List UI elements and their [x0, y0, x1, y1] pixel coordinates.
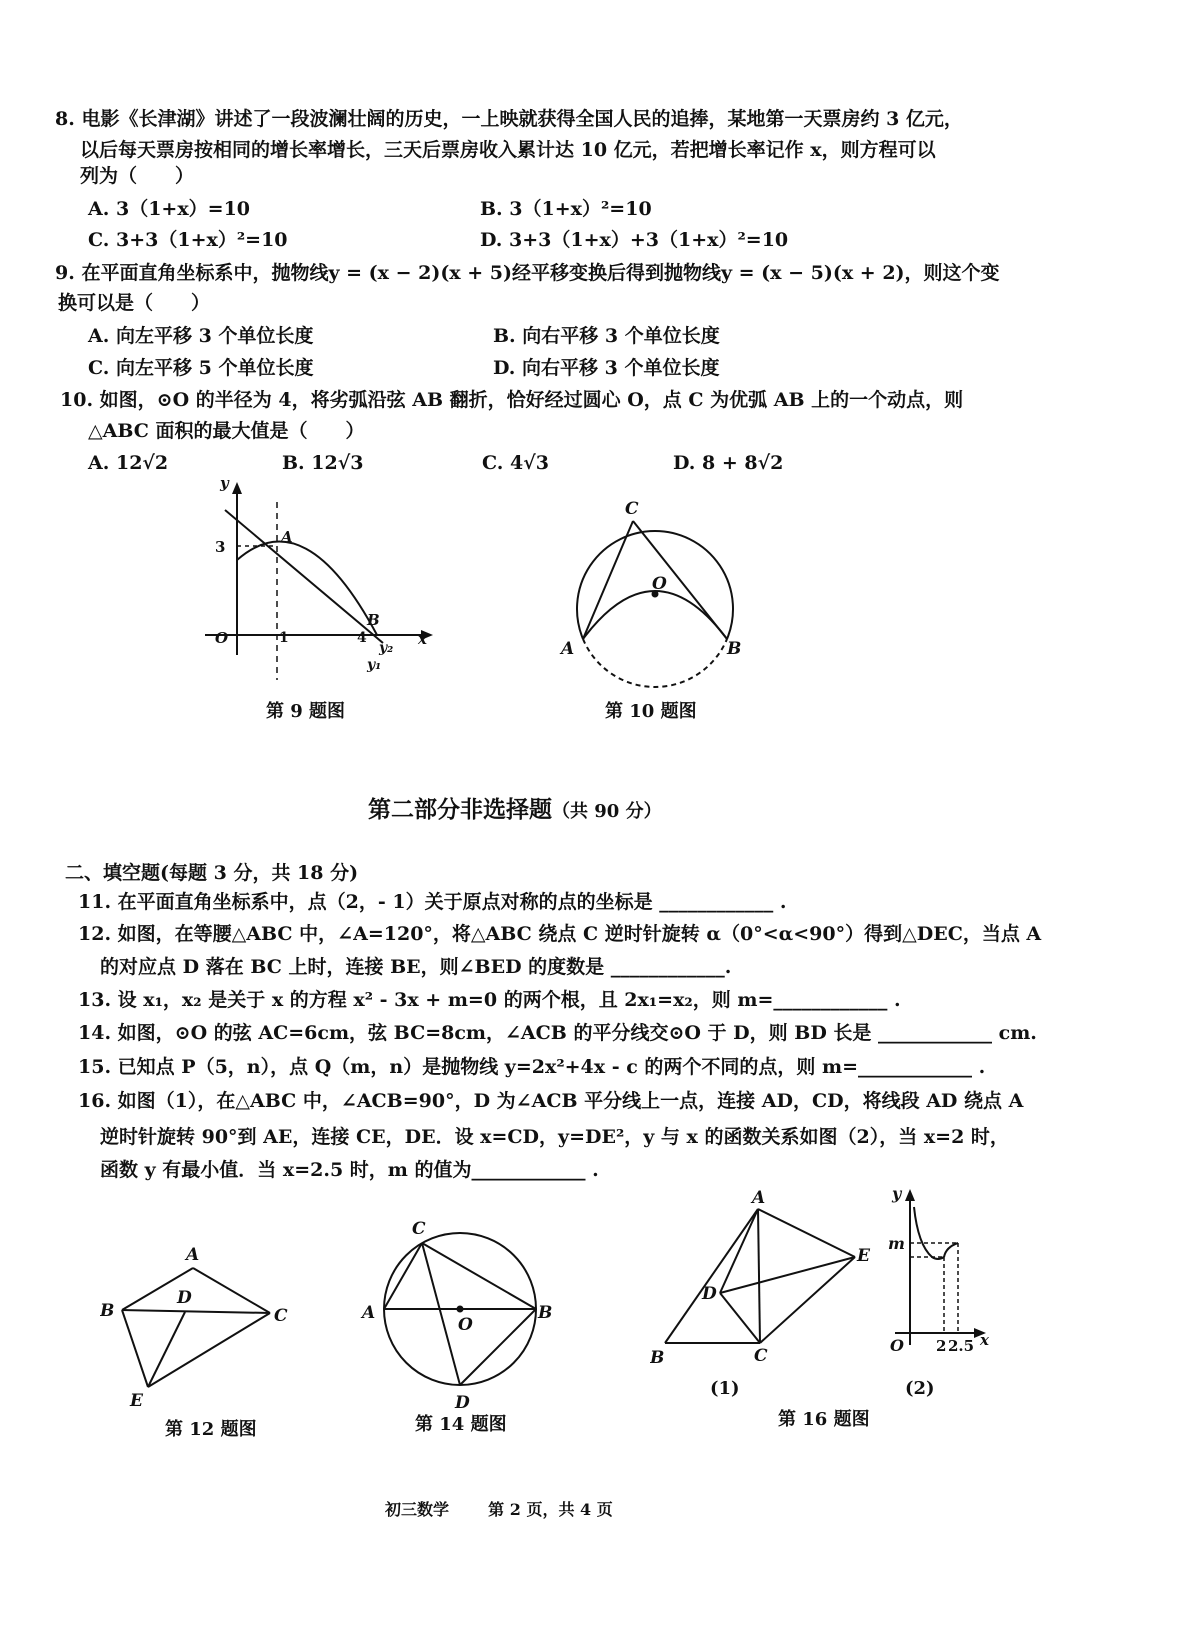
fig9-caption: 第 9 题图 — [266, 701, 346, 722]
q10-option-c: C. 4√3 — [482, 452, 549, 474]
fig14-center — [458, 1307, 463, 1312]
fig12-caption: 第 12 题图 — [165, 1419, 257, 1440]
fig16-sub1: (1) — [710, 1378, 740, 1399]
q11-text: 11. 在平面直角坐标系中，点（2，- 1）关于原点对称的点的坐标是 ____________ . — [78, 891, 787, 913]
fig10-side-cb — [633, 521, 727, 639]
fig12-side-ac — [193, 1268, 270, 1313]
fig16-label-d: D — [702, 1284, 717, 1304]
fig10-caption: 第 10 题图 — [605, 701, 697, 722]
q8-option-d: D. 3+3（1+x）+3（1+x）²=10 — [480, 229, 789, 251]
footer — [385, 1497, 613, 1520]
part2-title — [368, 791, 662, 824]
q16-line2: 逆时针旋转 90°到 AE，连接 CE，DE．设 x=CD，y=DE²，y 与 x 的函数关系如图（2），当 x=2 时， — [100, 1126, 1009, 1148]
fig9-label-y2: y₂ — [379, 640, 394, 656]
fig16-2-label-25: 2.5 — [948, 1337, 975, 1355]
q16-line1: 16. 如图（1），在△ABC 中，∠ACB=90°，D 为∠ACB 平分线上一点，连接 AD，CD，将线段 AD 绕点 A — [78, 1090, 1024, 1112]
q10-line2: △ABC 面积的最大值是（ ） — [88, 420, 365, 442]
fig16-label-b: B — [650, 1348, 665, 1365]
fig16-2-label-m: m — [888, 1234, 905, 1253]
fig9-label-a: A — [281, 528, 293, 546]
fig12-label-a: A — [186, 1245, 200, 1265]
fig16-2-label-o: O — [890, 1336, 904, 1355]
fig9-label-3: 3 — [215, 538, 226, 556]
fig14-chord-ac — [384, 1243, 422, 1309]
fig9-label-y: y — [220, 480, 229, 492]
q9-line2: 换可以是（ ） — [58, 292, 211, 314]
fig16-2-label-x: x — [980, 1331, 989, 1349]
fig10-folded-arc — [583, 591, 727, 639]
figure-9 — [195, 480, 445, 690]
fig16-seg-ae — [758, 1209, 855, 1257]
part2-title-text: 第二部分非选择题 — [368, 796, 552, 823]
q8-option-c: C. 3+3（1+x）²=10 — [88, 229, 288, 251]
fig16-label-a: A — [752, 1188, 766, 1208]
fig10-label-a: A — [561, 639, 575, 659]
fig16-2-label-2: 2 — [936, 1337, 947, 1355]
fig16-2-curve-rising — [944, 1243, 958, 1257]
fig16-caption: 第 16 题图 — [778, 1409, 870, 1430]
q14-text: 14. 如图，⊙O 的弦 AC=6cm，弦 BC=8cm，∠ACB 的平分线交⊙O 于 D，则 BD 长是 ____________ cm. — [78, 1022, 1037, 1044]
fig12-side-be — [122, 1310, 148, 1387]
q8-option-b: B. 3（1+x）²=10 — [480, 198, 652, 220]
fig16-seg-dc — [720, 1293, 760, 1343]
fig9-label-4: 4 — [357, 630, 367, 646]
q9-option-a: A. 向左平移 3 个单位长度 — [88, 325, 314, 347]
fig9-y-arrow — [232, 482, 242, 494]
q8-line2: 以后每天票房按相同的增长率增长，三天后票房收入累计达 10 亿元，若把增长率记作 x，则方程可以 — [80, 139, 936, 161]
fig10-label-c: C — [625, 499, 639, 519]
fig9-label-o: O — [215, 629, 229, 647]
fig14-label-o: O — [458, 1315, 473, 1335]
q8-option-a: A. 3（1+x）=10 — [88, 198, 251, 220]
q15-text: 15. 已知点 P（5，n），点 Q（m，n）是抛物线 y=2x²+4x - c 的两个不同的点，则 m=____________ . — [78, 1056, 986, 1078]
fig16-2-curve-falling — [914, 1207, 944, 1259]
fig14-caption: 第 14 题图 — [415, 1414, 507, 1435]
fig9-label-b: B — [367, 611, 380, 629]
q9-line1: 9. 在平面直角坐标系中，抛物线y = (x − 2)(x + 5)经平移变换后得到抛物线y = (x − 5)(x + 2)，则这个变 — [55, 262, 1000, 284]
fig9-line — [225, 510, 383, 643]
q10-line1: 10. 如图，⊙O 的半径为 4，将劣弧沿弦 AB 翻折，恰好经过圆心 O，点 C 为优弧 AB 上的一个动点，则 — [60, 389, 964, 411]
q10-option-b: B. 12√3 — [282, 452, 364, 474]
fig14-chord-cb — [422, 1243, 536, 1309]
fig16-label-c: C — [754, 1346, 768, 1365]
q9-option-c: C. 向左平移 5 个单位长度 — [88, 357, 314, 379]
part2-score: （共 90 分） — [552, 801, 662, 822]
q16-line3: 函数 y 有最小值．当 x=2.5 时，m 的值为____________ . — [100, 1159, 599, 1181]
q8-line1: 8. 电影《长津湖》讲述了一段波澜壮阔的历史，一上映就获得全国人民的追捧，某地第一天票房约 3 亿元， — [55, 108, 963, 130]
fig16-side-ac — [758, 1209, 760, 1343]
fig9-label-x: x — [418, 630, 427, 648]
fig16-sub2: (2) — [905, 1378, 935, 1399]
q12-line2: 的对应点 D 落在 BC 上时，连接 BE，则∠BED 的度数是 ____________. — [100, 956, 732, 978]
fig14-chord-cd — [422, 1243, 460, 1385]
fig16-2-y-arrow — [905, 1189, 915, 1201]
figure-14 — [360, 1215, 565, 1415]
fig9-label-y1: y₁ — [367, 657, 382, 673]
q10-option-a: A. 12√2 — [88, 452, 169, 474]
section2-header: 二、填空题(每题 3 分，共 18 分) — [65, 862, 359, 884]
fig14-label-a: A — [362, 1303, 376, 1323]
figure-16-1 — [650, 1185, 880, 1365]
q13-text: 13. 设 x₁，x₂ 是关于 x 的方程 x² - 3x + m=0 的两个根，且 2x₁=x₂，则 m=____________ . — [78, 989, 901, 1011]
fig12-side-bc — [122, 1310, 270, 1313]
fig10-label-o: O — [652, 574, 667, 594]
fig12-label-c: C — [274, 1306, 288, 1326]
fig10-minor-arc-dashed — [583, 639, 727, 687]
fig12-label-d: D — [177, 1288, 192, 1308]
fig14-label-b: B — [538, 1303, 553, 1323]
fig16-2-label-y: y — [892, 1185, 902, 1203]
q9-option-b: B. 向右平移 3 个单位长度 — [493, 325, 720, 347]
q12-line1: 12. 如图，在等腰△ABC 中，∠A=120°，将△ABC 绕点 C 逆时针旋转 α（0°<α<90°）得到△DEC，当点 A — [78, 923, 1042, 945]
q10-option-d: D. 8 + 8√2 — [673, 452, 784, 474]
figure-12 — [100, 1240, 310, 1410]
q9-option-d: D. 向右平移 3 个单位长度 — [493, 357, 720, 379]
fig14-label-c: C — [412, 1219, 426, 1239]
fig16-label-e: E — [857, 1246, 870, 1266]
footer-subject: 初三数学 — [385, 1500, 450, 1519]
fig9-label-1: 1 — [279, 630, 289, 646]
figure-16-2 — [880, 1185, 995, 1370]
fig14-label-d: D — [455, 1393, 470, 1413]
q8-line3: 列为（ ） — [80, 165, 195, 187]
footer-page: 第 2 页，共 4 页 — [488, 1500, 613, 1519]
fig12-label-b: B — [100, 1301, 115, 1321]
fig16-seg-ad — [720, 1209, 758, 1293]
fig12-label-e: E — [130, 1391, 143, 1410]
fig10-side-ac — [583, 521, 633, 639]
fig10-label-b: B — [727, 639, 742, 659]
figure-10 — [555, 495, 745, 690]
